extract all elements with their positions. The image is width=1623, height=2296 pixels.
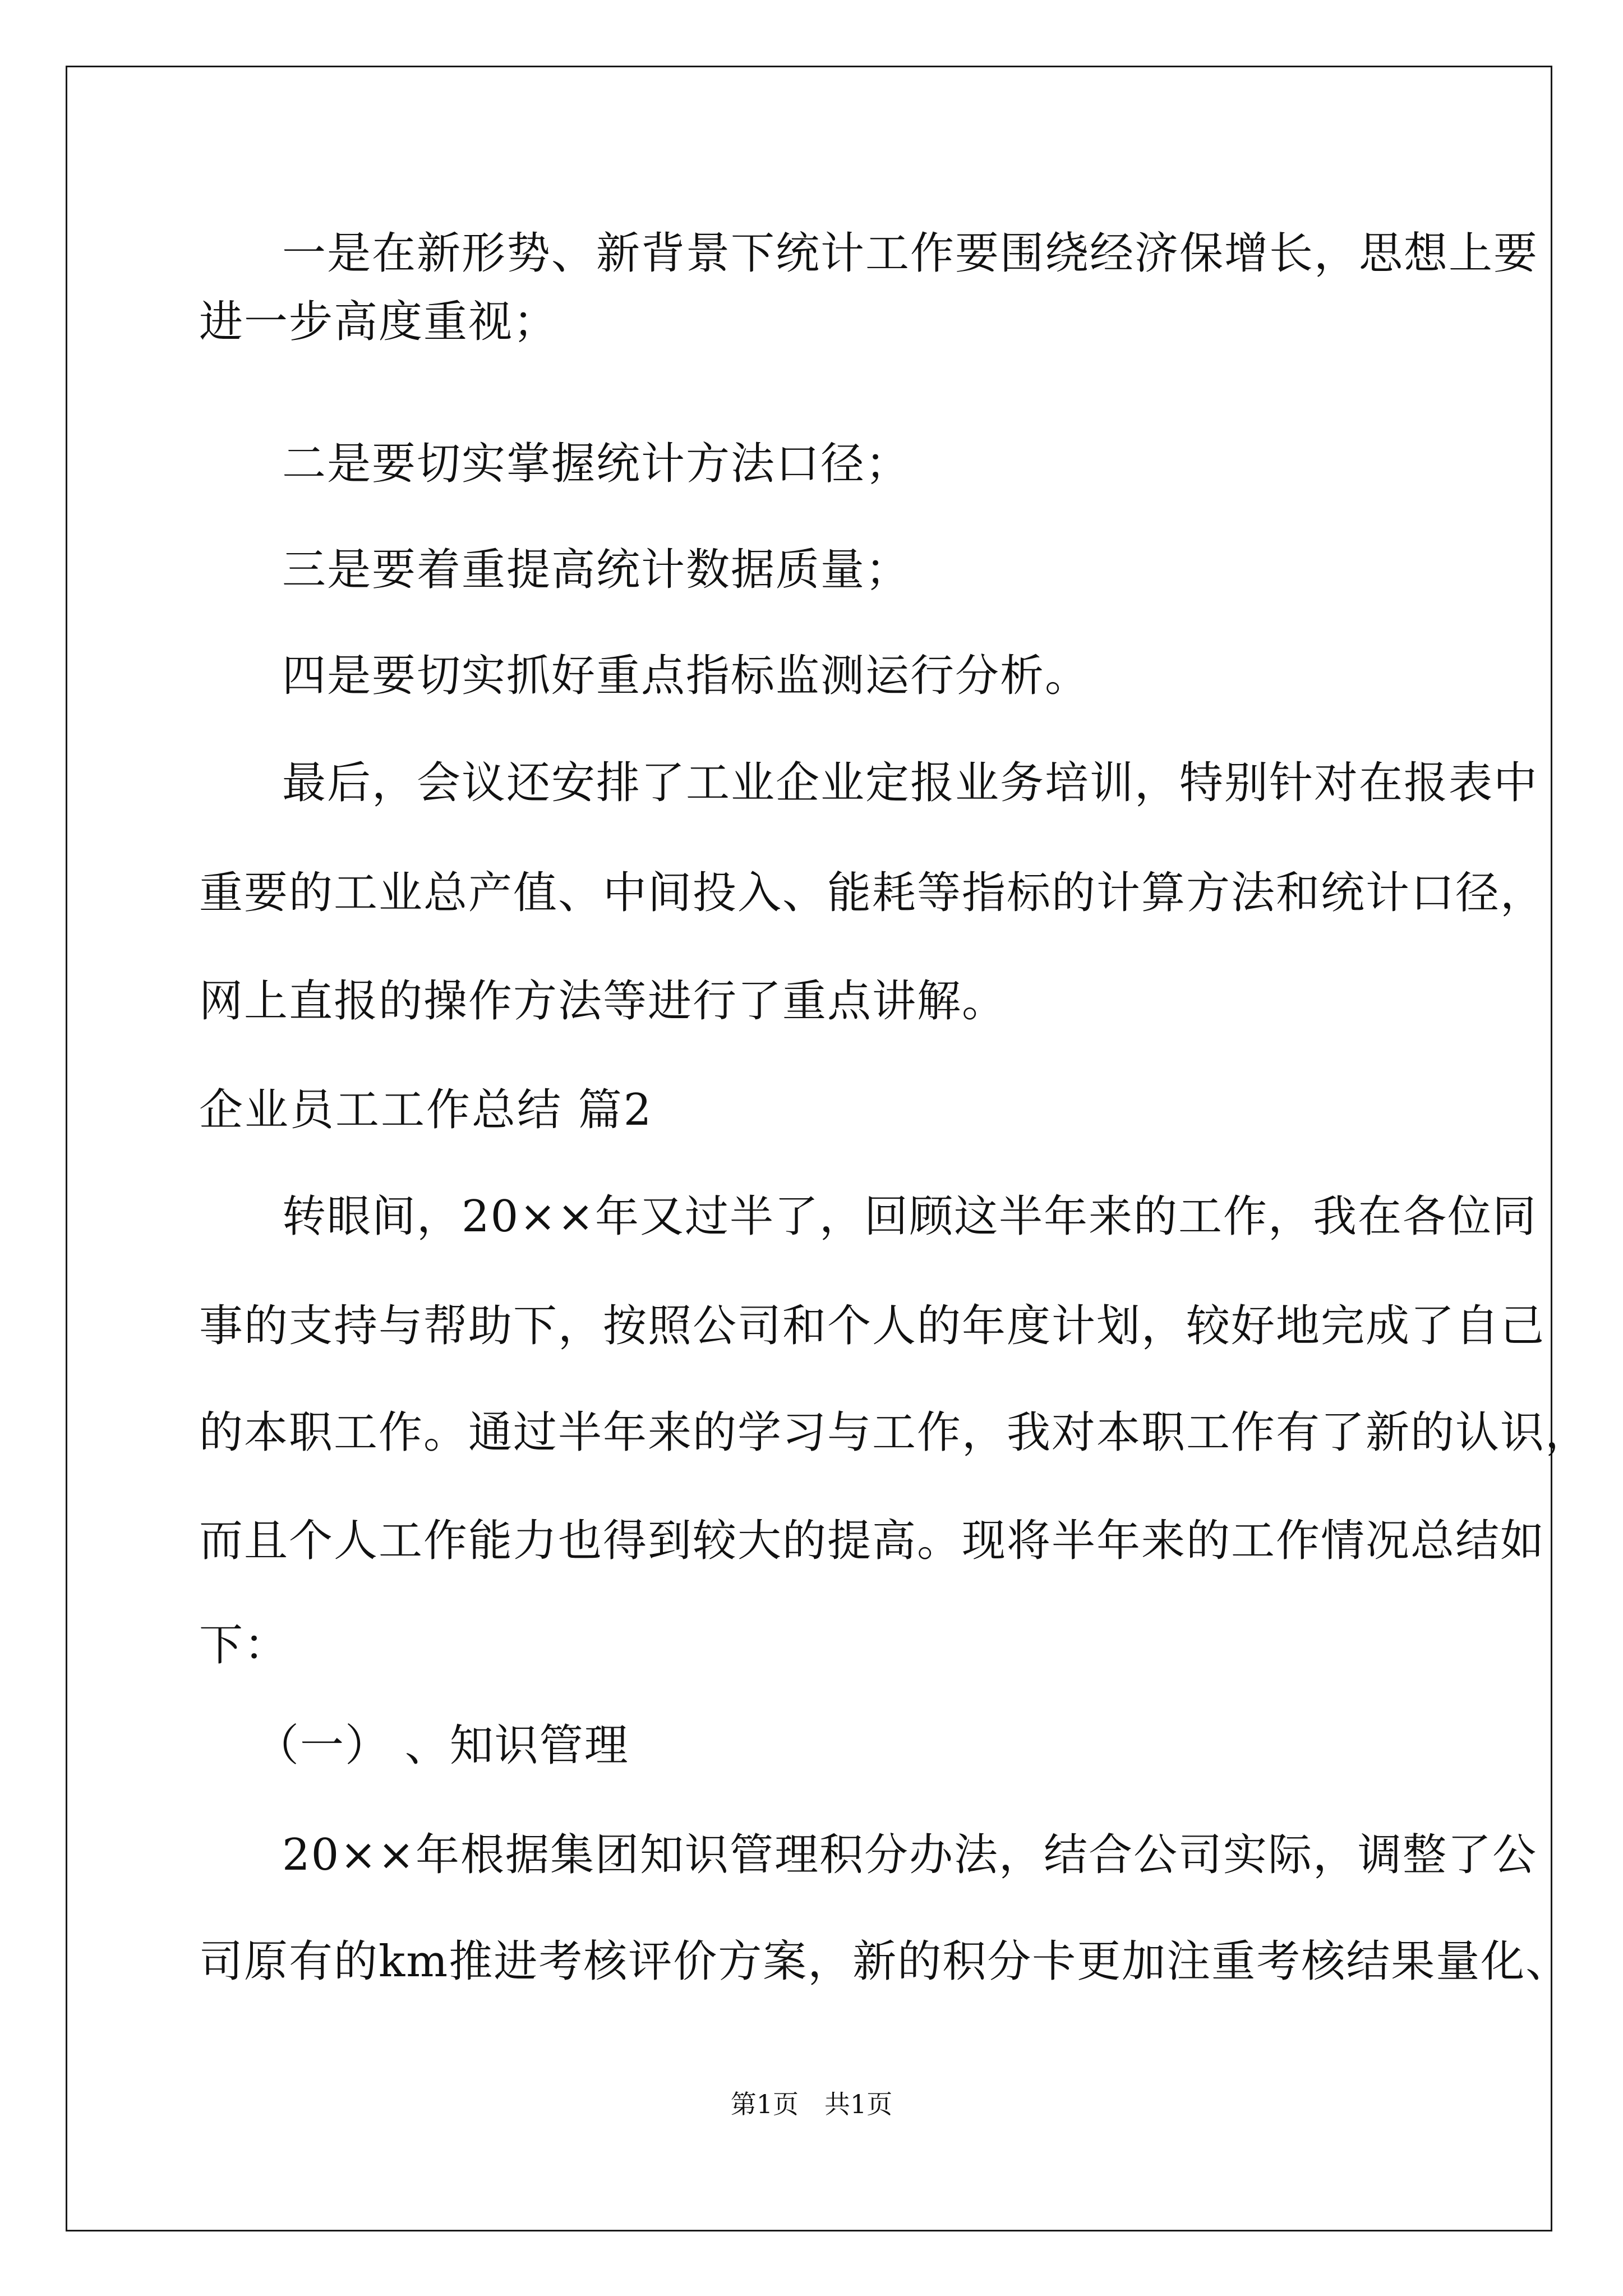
paragraph-line: 的本职工作。通过半年来的学习与工作，我对本职工作有了新的认识， (199, 1407, 1590, 1458)
paragraph-line: 而且个人工作能力也得到较大的提高。现将半年来的工作情况总结如 (199, 1516, 1546, 1566)
page-footer: 第1页 共1页 (730, 2089, 893, 2119)
paragraph-line: 三是要着重提高统计数据质量； (282, 545, 911, 595)
sub-heading: （一） 、知识管理 (255, 1720, 629, 1771)
paragraph-line: 转眼间，20××年又过半了，回顾这半年来的工作，我在各位同 (282, 1191, 1537, 1242)
paragraph-line: 下： (199, 1620, 289, 1671)
paragraph-line: 司原有的km推进考核评价方案，新的积分卡更加注重考核结果量化、 (199, 1936, 1571, 1987)
page-border (66, 66, 1552, 2231)
paragraph-line: 网上直报的操作方法等进行了重点讲解。 (199, 976, 1007, 1027)
paragraph-line: 二是要切实掌握统计方法口径； (282, 439, 911, 489)
paragraph-line: 重要的工业总产值、中间投入、能耗等指标的计算方法和统计口径， (199, 868, 1546, 918)
paragraph-line: 一是在新形势、新背景下统计工作要围绕经济保增长，思想上要 (282, 228, 1539, 279)
section-heading: 企业员工工作总结 篇2 (199, 1085, 653, 1135)
paragraph-line: 四是要切实抓好重点指标监测运行分析。 (282, 651, 1090, 701)
paragraph-line: 20××年根据集团知识管理积分办法，结合公司实际，调整了公 (282, 1830, 1537, 1880)
paragraph-line: 最后，会议还安排了工业企业定报业务培训，特别针对在报表中 (282, 758, 1539, 808)
paragraph-line: 事的支持与帮助下，按照公司和个人的年度计划，较好地完成了自己 (199, 1301, 1546, 1351)
paragraph-line: 进一步高度重视； (199, 297, 559, 347)
